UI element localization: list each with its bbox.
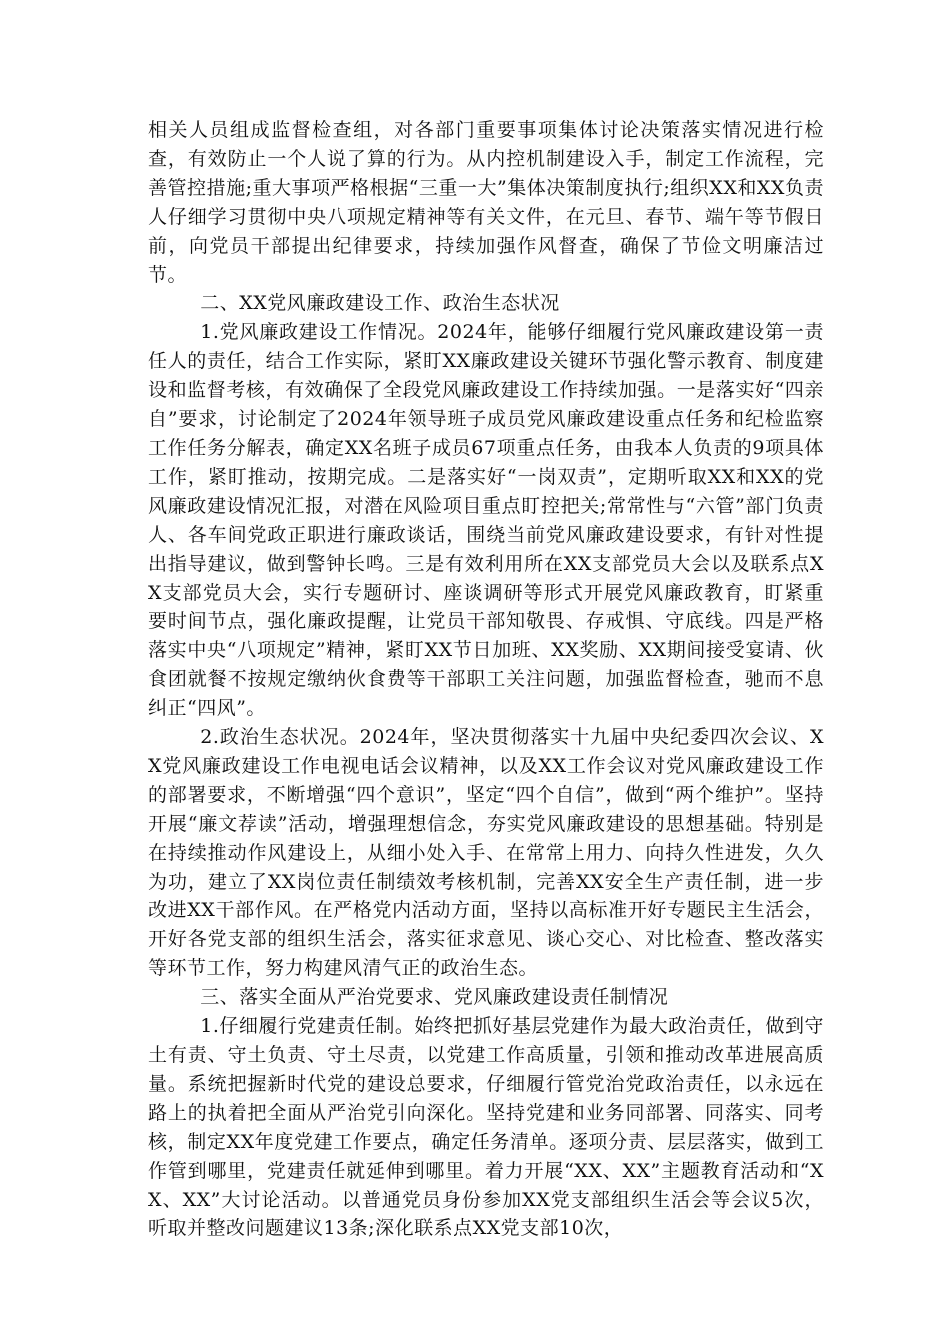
document-page — [148, 116, 824, 1243]
paragraph-intro-continued: 相关人员组成监督检查组，对各部门重要事项集体讨论决策落实情况进行检查，有效防止一个人说了算的行为。从内控机制建设入手，制定工作流程，完善管控措施;重大事项严格根据“三重一大”集体决策制度执行;组织XX和XX负责人仔细学习贯彻中央八项规定精神等有关文件，在元旦、春节、端午等节假日前，向党员干部提出纪律要求，持续加强作风督查，确保了节俭文明廉洁过节。 — [148, 119, 824, 286]
paragraph-political-ecology: 2.政治生态状况。2024年，坚决贯彻落实十九届中央纪委四次会议、XX党风廉政建设工作电视电话会议精神，以及XX工作会议对党风廉政建设工作的部署要求，不断增强“四个意识”，坚定“四个自信”，做到“两个维护”。坚持开展“廉文荐读”活动，增强理想信念，夯实党风廉政建设的思想基础。特别是在持续推动作风建设上，从细小处入手、在常常上用力、向持久性进发，久久为功，建立了XX岗位责任制绩效考核机制，完善XX安全生产责任制，进一步改进XX干部作风。在严格党内活动方面，坚持以高标准开好专题民主生活会，开好各党支部的组织生活会，落实征求意见、谈心交心、对比检查、整改落实等环节工作，努力构建风清气正的政治生态。 — [148, 726, 824, 980]
section-heading-2: 二、XX党风廉政建设工作、政治生态状况 — [200, 292, 560, 315]
paragraph-party-building-duty: 1.仔细履行党建责任制。始终把抓好基层党建作为最大政治责任，做到守土有责、守土负责、守土尽责，以党建工作高质量，引领和推动改革进展高质量。系统把握新时代党的建设总要求，仔细履行管党治党政治责任，以永远在路上的执着把全面从严治党引向深化。坚持党建和业务同部署、同落实、同考核，制定XX年度党建工作要点，确定任务清单。逐项分责、层层落实，做到工作管到哪里，党建责任就延伸到哪里。着力开展“XX、XX”主题教育活动和“XX、XX”大讨论活动。以普通党员身份参加XX党支部组织生活会等会议5次，听取并整改问题建议13条;深化联系点XX党支部10次， — [148, 1015, 824, 1240]
section-heading-3: 三、落实全面从严治党要求、党风廉政建设责任制情况 — [200, 986, 669, 1009]
paragraph-party-style-work: 1.党风廉政建设工作情况。2024年，能够仔细履行党风廉政建设第一责任人的责任，结合工作实际，紧盯XX廉政建设关键环节强化警示教育、制度建设和监督考核，有效确保了全段党风廉政建设工作持续加强。一是落实好“四亲自”要求，讨论制定了2024年领导班子成员党风廉政建设重点任务和纪检监察工作任务分解表，确定XX名班子成员67项重点任务，由我本人负责的9项具体工作，紧盯推动，按期完成。二是落实好“一岗双责”，定期听取XX和XX的党风廉政建设情况汇报，对潜在风险项目重点盯控把关;常常性与“六管”部门负责人、各车间党政正职进行廉政谈话，围绕当前党风廉政建设要求，有针对性提出指导建议，做到警钟长鸣。三是有效利用所在XX支部党员大会以及联系点XX支部党员大会，实行专题研讨、座谈调研等形式开展党风廉政教育，盯紧重要时间节点，强化廉政提醒，让党员干部知敬畏、存戒惧、守底线。四是严格落实中央“八项规定”精神，紧盯XX节日加班、XX奖励、XX期间接受宴请、伙食团就餐不按规定缴纳伙食费等干部职工关注问题，加强监督检查，驰而不息纠正“四风”。 — [148, 321, 824, 720]
